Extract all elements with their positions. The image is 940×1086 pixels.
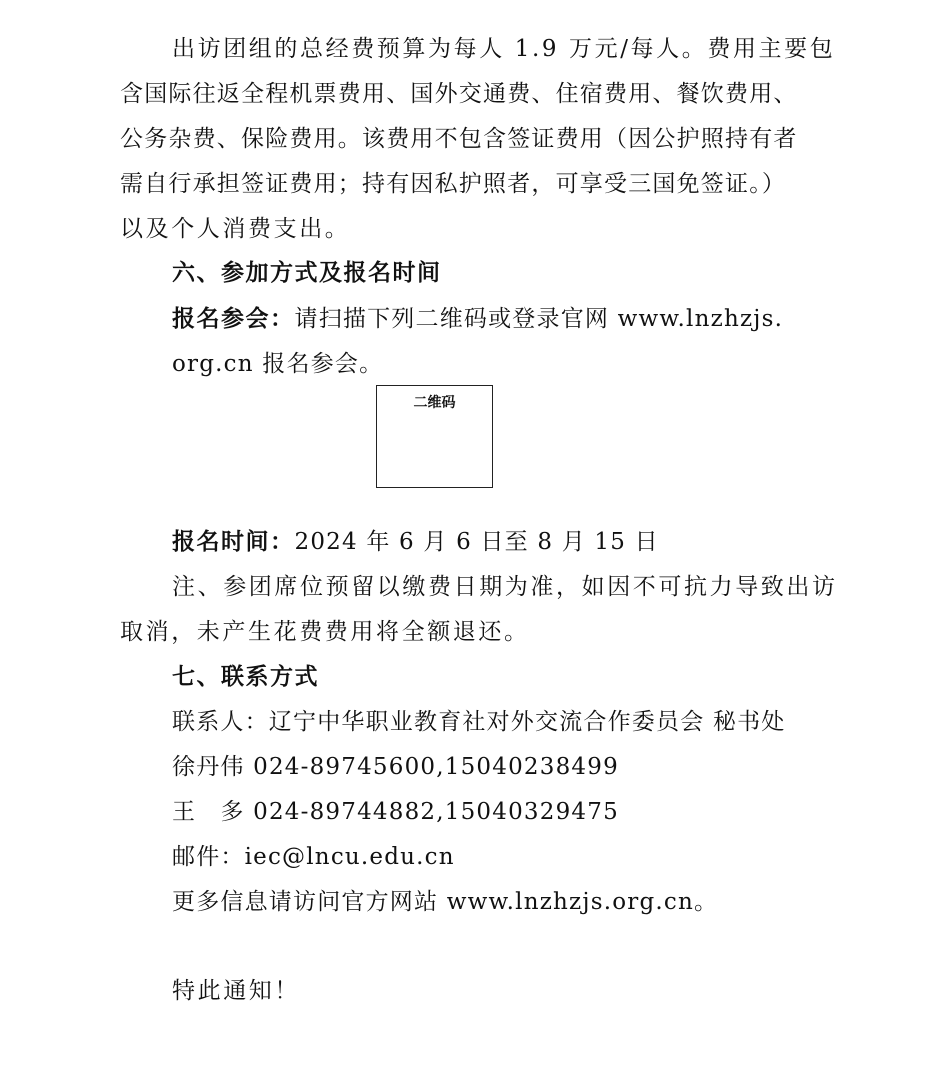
note-line-1: 注、参团席位预留以缴费日期为准，如因不可抗力导致出访 (172, 574, 838, 600)
note-line-2: 取消，未产生花费费用将全额退还。 (120, 619, 530, 645)
register-line (172, 304, 783, 334)
qr-code-placeholder (376, 385, 493, 488)
register-line-cont: org.cn 报名参会。 (172, 351, 384, 377)
contact-email: 邮件：iec@lncu.edu.cn (172, 844, 455, 870)
register-label: 报名参会： (172, 306, 295, 332)
budget-line-2: 含国际往返全程机票费用、国外交通费、住宿费用、餐饮费用、 (120, 81, 798, 107)
contact-person-2: 王 多 024-89744882,15040329475 (172, 799, 619, 825)
section7-heading: 七、联系方式 (172, 664, 319, 690)
section6-heading: 六、参加方式及报名时间 (172, 260, 442, 286)
budget-line-5: 以及个人消费支出。 (120, 216, 351, 242)
register-text: 请扫描下列二维码或登录官网 www.lnzhzjs. (294, 306, 784, 332)
budget-line-1: 出访团组的总经费预算为每人 1.9 万元/每人。费用主要包 (172, 36, 836, 62)
contact-person-1: 徐丹伟 024-89745600,15040238499 (172, 754, 619, 780)
budget-line-3: 公务杂费、保险费用。该费用不包含签证费用（因公护照持有者 (120, 126, 798, 152)
budget-line-4: 需自行承担签证费用；持有因私护照者，可享受三国免签证。） (120, 171, 787, 197)
contact-org: 联系人：辽宁中华职业教育社对外交流合作委员会 秘书处 (172, 709, 786, 735)
time-label: 报名时间： (172, 529, 295, 555)
time-text: 2024 年 6 月 6 日至 8 月 15 日 (294, 529, 659, 555)
website-line: 更多信息请访问官方网站 www.lnzhzjs.org.cn。 (172, 889, 719, 915)
closing-line: 特此通知！ (172, 978, 300, 1004)
qr-label: 二维码 (413, 395, 456, 411)
time-line (172, 527, 659, 557)
